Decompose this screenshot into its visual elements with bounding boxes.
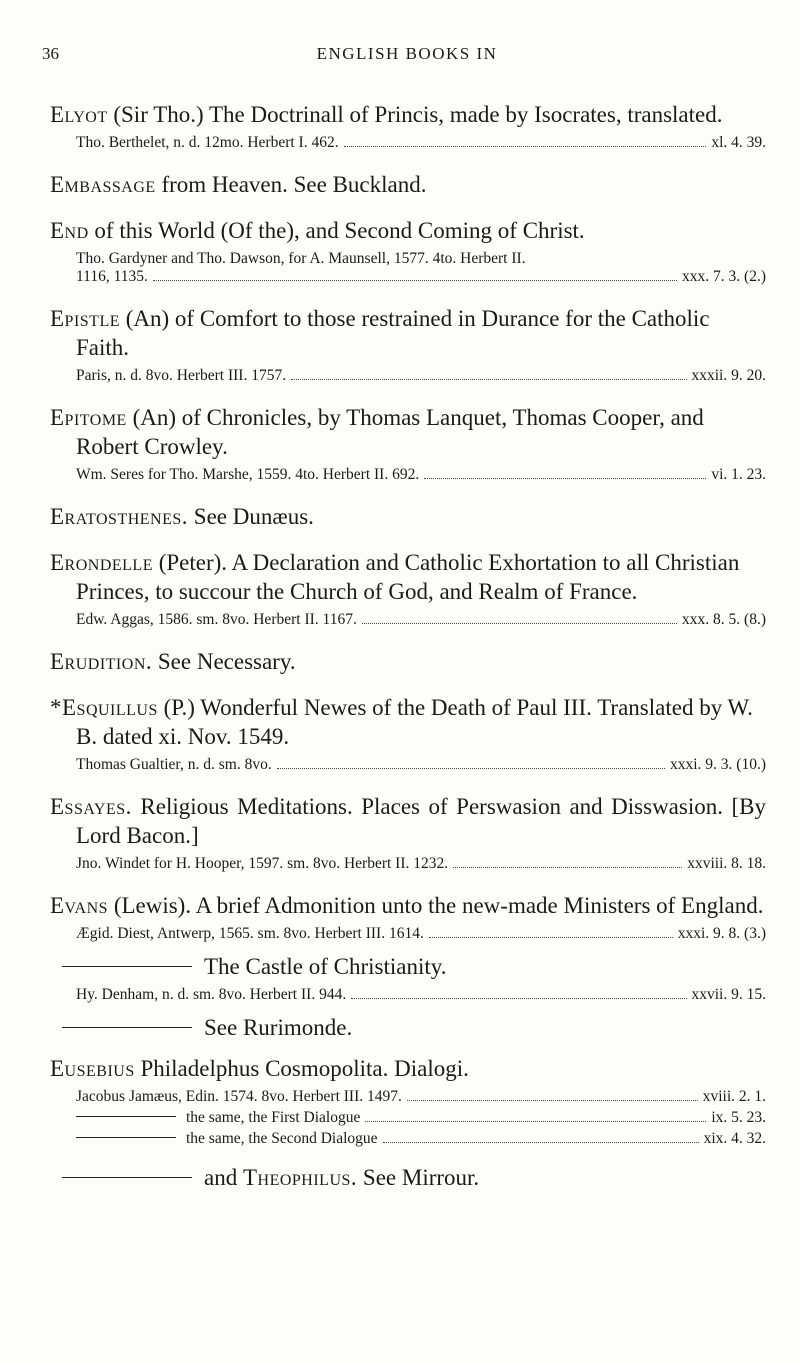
imprint-text: Ægid. Diest, Antwerp, 1565. sm. 8vo. Herbert III. 1614. (76, 925, 424, 942)
imprint-line-2 (76, 266, 766, 287)
shelf-reference: xxx. 8. 5. (8.) (682, 611, 766, 628)
catalogue-entries (50, 100, 766, 1209)
imprint-line-second-dialogue (76, 1128, 766, 1149)
imprint-text: Tho. Gardyner and Tho. Dawson, for A. Maunsell, 1577. 4to. Herbert II. (76, 250, 526, 267)
shelf-reference: xxxi. 9. 3. (10.) (669, 756, 766, 773)
ditto-rule (62, 966, 192, 967)
entry-erudition (50, 647, 766, 676)
entry-title: Religious Meditations. Places of Perswasion and Disswasion. [By Lord Bacon.] (76, 794, 766, 848)
entry-prefix: and (204, 1165, 243, 1190)
entry-heading (50, 952, 766, 981)
imprint-line (76, 754, 766, 775)
entry-key: Epitome (50, 405, 127, 430)
entry-title: See Rurimonde. (204, 1015, 353, 1040)
entry-key: Eusebius (50, 1056, 135, 1081)
entry-heading (50, 647, 766, 676)
entry-erondelle (50, 548, 766, 630)
entry-heading (50, 100, 766, 129)
shelf-reference: xl. 4. 39. (711, 134, 766, 151)
entry-key: Erudition. (50, 649, 153, 674)
entry-eusebius (50, 1054, 766, 1149)
ditto-rule (62, 1027, 192, 1028)
imprint-line (76, 132, 766, 153)
entry-key: Epistle (50, 306, 120, 331)
dot-leader (291, 365, 686, 380)
entry-title: (An) of Comfort to those restrained in Durance for the Catholic Faith. (76, 306, 710, 360)
shelf-reference: xxxi. 9. 8. (3.) (677, 925, 766, 942)
entry-heading (50, 1054, 766, 1083)
entry-theophilus (50, 1163, 766, 1192)
dot-leader (344, 132, 707, 147)
dot-leader (383, 1128, 699, 1143)
entry-key: Evans (50, 893, 109, 918)
entry-essayes (50, 792, 766, 874)
imprint-line (76, 923, 766, 944)
entry-key: End (50, 218, 89, 243)
entry-heading (50, 792, 766, 850)
imprint-line (76, 609, 766, 630)
entry-key: Essayes. (50, 794, 132, 819)
entry-key: Eratosthenes. (50, 504, 189, 529)
entry-heading (50, 891, 766, 920)
entry-heading (50, 548, 766, 606)
entry-title: (Sir Tho.) The Doctrinall of Princis, made by Isocrates, translated. (107, 102, 723, 127)
entry-end (50, 216, 766, 287)
entry-eratosthenes (50, 502, 766, 531)
entry-epitome (50, 403, 766, 485)
entry-heading (50, 170, 766, 199)
imprint-text (76, 1107, 360, 1128)
entry-title: (Lewis). A brief Admonition unto the new-made Ministers of England. (108, 893, 764, 918)
entry-esquillus (50, 693, 766, 775)
imprint-text: Wm. Seres for Tho. Marshe, 1559. 4to. Herbert II. 692. (76, 466, 420, 483)
imprint-line (76, 1086, 766, 1107)
entry-key: Embassage (50, 172, 156, 197)
page-number: 36 (42, 44, 59, 63)
running-header (42, 44, 772, 68)
entry-title: See Necessary. (152, 649, 296, 674)
entry-title: See Dunæus. (188, 504, 314, 529)
shelf-reference: vi. 1. 23. (711, 466, 766, 483)
shelf-reference: xxxii. 9. 20. (691, 367, 766, 384)
imprint-text: Jno. Windet for H. Hooper, 1597. sm. 8vo. Herbert II. 1232. (76, 855, 449, 872)
entry-castle-of-christianity (50, 952, 766, 1005)
imprint-line (76, 984, 766, 1005)
entry-heading (50, 502, 766, 531)
running-title: ENGLISH BOOKS IN (316, 44, 498, 63)
entry-key: Theophilus. (242, 1165, 358, 1190)
imprint-text (76, 1128, 378, 1149)
shelf-reference: xxx. 7. 3. (2.) (682, 268, 766, 285)
imprint-line (76, 365, 766, 386)
entry-title: of this World (Of the), and Second Coming of Christ. (88, 218, 585, 243)
sub-imprint-text: the same, the First Dialogue (186, 1109, 361, 1126)
entry-title: from Heaven. See Buckland. (155, 172, 427, 197)
entry-elyot (50, 100, 766, 153)
ditto-rule (62, 1177, 192, 1178)
sub-imprint-text: the same, the Second Dialogue (186, 1130, 378, 1147)
dot-leader (424, 464, 706, 479)
shelf-reference: xix. 4. 32. (703, 1130, 766, 1147)
entry-key: *Esquillus (50, 695, 158, 720)
entry-title: See Mirrour. (357, 1165, 480, 1190)
entry-key: Erondelle (50, 550, 153, 575)
imprint-text: Paris, n. d. 8vo. Herbert III. 1757. (76, 367, 287, 384)
dot-leader (362, 609, 677, 624)
imprint-line-first-dialogue (76, 1107, 766, 1128)
imprint-text: Tho. Berthelet, n. d. 12mo. Herbert I. 462. (76, 134, 339, 151)
shelf-reference: xxviii. 8. 18. (687, 855, 766, 872)
entry-title: Philadelphus Cosmopolita. Dialogi. (134, 1056, 469, 1081)
dot-leader (407, 1086, 698, 1101)
entry-heading (50, 216, 766, 245)
entry-embassage (50, 170, 766, 199)
dot-leader (277, 754, 665, 769)
dot-leader (351, 984, 686, 999)
entry-heading (50, 1163, 766, 1192)
dot-leader (153, 266, 677, 281)
dot-leader (365, 1107, 706, 1122)
ditto-rule (76, 1137, 176, 1138)
dot-leader (453, 853, 682, 868)
shelf-reference: ix. 5. 23. (711, 1109, 766, 1126)
entry-title: (P.) Wonderful Newes of the Death of Paul III. Translated by W. B. dated xi. Nov. 1549. (76, 695, 753, 749)
entry-title: (Peter). A Declaration and Catholic Exhortation to all Christian Princes, to succour the Church of God, and Realm of France. (76, 550, 740, 604)
shelf-reference: xviii. 2. 1. (702, 1088, 766, 1105)
imprint-line (76, 853, 766, 874)
imprint-line (76, 464, 766, 485)
entry-heading (50, 693, 766, 751)
entry-heading (50, 304, 766, 362)
entry-heading (50, 403, 766, 461)
imprint-text: Thomas Gualtier, n. d. sm. 8vo. (76, 756, 272, 773)
entry-title: The Castle of Christianity. (204, 954, 447, 979)
ditto-rule (76, 1116, 176, 1117)
entry-epistle (50, 304, 766, 386)
entry-heading (50, 1013, 766, 1042)
entry-key: Elyot (50, 102, 108, 127)
dot-leader (429, 923, 673, 938)
entry-title: (An) of Chronicles, by Thomas Lanquet, Thomas Cooper, and Robert Crowley. (76, 405, 704, 459)
shelf-reference: xxvii. 9. 15. (691, 986, 766, 1003)
imprint-text: Hy. Denham, n. d. sm. 8vo. Herbert II. 944. (76, 986, 347, 1003)
imprint-text: Jacobus Jamæus, Edin. 1574. 8vo. Herbert III. 1497. (76, 1088, 402, 1105)
imprint-text: Edw. Aggas, 1586. sm. 8vo. Herbert II. 1167. (76, 611, 357, 628)
entry-see-rurimonde (50, 1013, 766, 1042)
entry-evans (50, 891, 766, 944)
imprint-text: 1116, 1135. (76, 268, 148, 285)
